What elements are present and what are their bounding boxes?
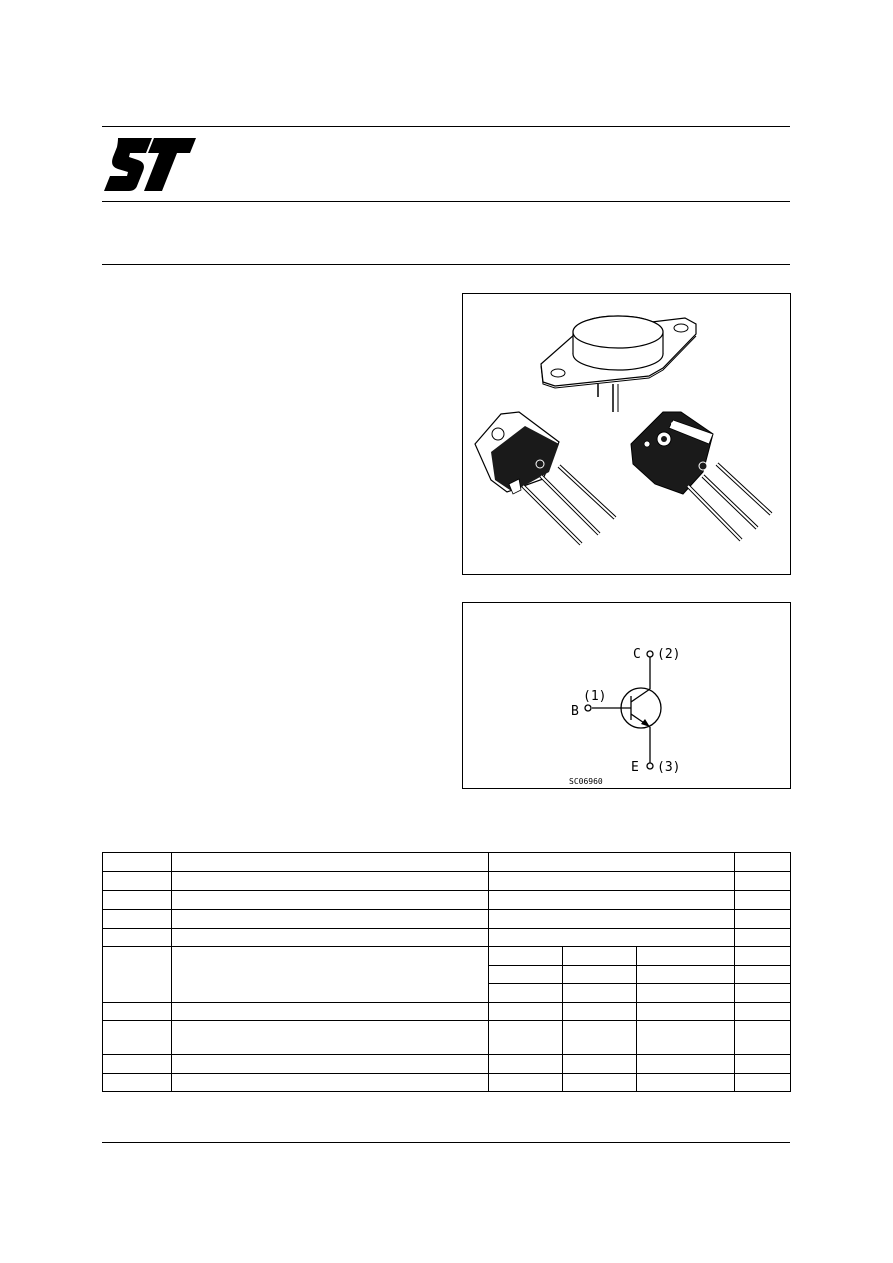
collector-pin-number: (2) (657, 647, 681, 662)
drawing-code: SC06960 (569, 777, 603, 786)
header-middle-rule (102, 201, 790, 202)
st-logo-letter-s (104, 138, 152, 191)
transistor-symbol (585, 651, 661, 769)
collector-label: C (633, 647, 641, 662)
st-logo (104, 136, 196, 192)
header-top-rule (102, 126, 790, 127)
npn-transistor-schematic (463, 603, 790, 788)
base-pin-number: (1) (583, 689, 607, 704)
isowatt-package (631, 412, 771, 540)
emitter-label: E (631, 760, 639, 775)
internal-schematic-frame (462, 602, 791, 789)
ratings-table (102, 852, 791, 1092)
package-drawings (463, 294, 790, 574)
footer-rule (102, 1142, 790, 1143)
to247-package (475, 412, 615, 544)
emitter-arrow (641, 719, 650, 727)
base-label: B (571, 704, 579, 719)
st-logo-letter-t (144, 138, 196, 191)
package-drawings-frame (462, 293, 791, 575)
emitter-pin-number: (3) (657, 760, 681, 775)
to3-package (541, 316, 696, 412)
header-bottom-rule (102, 264, 790, 265)
